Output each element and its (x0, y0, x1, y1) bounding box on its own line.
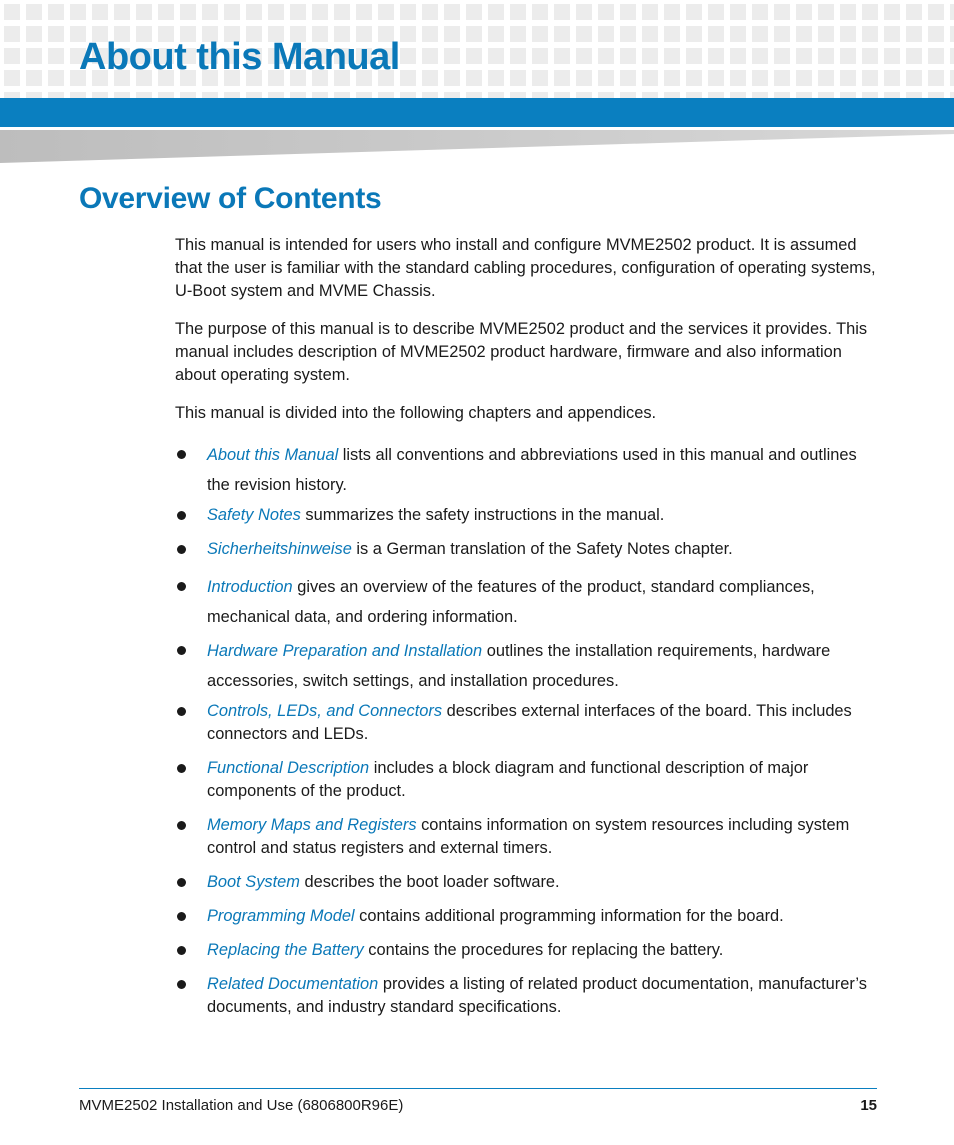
chapter-description: lists all conventions and abbreviations used in this manual and outlines the revision history. (207, 446, 857, 494)
chapter-link-replacing-battery[interactable]: Replacing the Battery (207, 941, 364, 959)
bullet-icon (177, 545, 186, 554)
chapter-list-item (175, 538, 880, 561)
header-blue-band (0, 98, 954, 127)
bullet-icon (177, 878, 186, 887)
chapter-list-item (175, 939, 880, 962)
purpose-paragraph: The purpose of this manual is to describe MVME2502 product and the services it provides. This manual includes description of MVME2502 product hardware, firmware and also information about operating system. (175, 320, 868, 384)
bullet-icon (177, 912, 186, 921)
chapter-list-item (175, 814, 880, 860)
chapter-list-item (175, 572, 880, 632)
chapter-list-item (175, 871, 880, 894)
chapter-link-programming-model[interactable]: Programming Model (207, 907, 355, 925)
body-content (175, 234, 880, 1030)
section-title: Overview of Contents (79, 182, 382, 215)
chapter-description: provides a listing of related product documentation, manufacturer’s documents, and industry standard specifications. (207, 975, 867, 1016)
chapter-title: About this Manual (79, 36, 400, 78)
bullet-icon (177, 764, 186, 773)
chapter-description: outlines the installation requirements, hardware accessories, switch settings, and installation procedures. (207, 642, 831, 690)
chapter-link-boot-system[interactable]: Boot System (207, 873, 300, 891)
footer-page-number: 15 (860, 1097, 877, 1114)
bullet-icon (177, 450, 186, 459)
chapter-list-item (175, 973, 880, 1019)
chapter-list-item (175, 636, 880, 696)
chapter-link-related-documentation[interactable]: Related Documentation (207, 975, 379, 993)
chapter-link-functional-description[interactable]: Functional Description (207, 759, 370, 777)
chapter-description: contains information on system resources including system control and status registers and external timers. (207, 816, 850, 857)
chapter-description: summarizes the safety instructions in the manual. (300, 506, 665, 524)
bullet-icon (177, 821, 186, 830)
chapter-description: is a German translation of the Safety Notes chapter. (351, 540, 733, 558)
chapter-description: gives an overview of the features of the product, standard compliances, mechanical data, and ordering information. (207, 578, 815, 626)
bullet-icon (177, 946, 186, 955)
chapter-description: includes a block diagram and functional description of major components of the product. (207, 759, 809, 800)
chapter-description: describes the boot loader software. (299, 873, 560, 891)
bullet-icon (177, 707, 186, 716)
chapter-link-controls-leds-connectors[interactable]: Controls, LEDs, and Connectors (207, 702, 443, 720)
footer-document-title: MVME2502 Installation and Use (6806800R96E) (79, 1097, 404, 1114)
header-gray-wedge (0, 130, 954, 164)
chapter-list-item (175, 905, 880, 928)
chapter-list (175, 440, 880, 1019)
chapter-list-item (175, 700, 880, 746)
chapter-description: contains additional programming information for the board. (354, 907, 784, 925)
bullet-icon (177, 511, 186, 520)
bullet-icon (177, 582, 186, 591)
bullet-icon (177, 980, 186, 989)
intro-paragraph: This manual is intended for users who install and configure MVME2502 product. It is assumed that the user is familiar with the standard cabling procedures, configuration of operating systems, U-Boot system and MVME Chassis. (175, 236, 876, 300)
chapter-link-about-this-manual[interactable]: About this Manual (207, 446, 339, 464)
chapter-link-safety-notes[interactable]: Safety Notes (207, 506, 301, 524)
footer-rule (79, 1088, 877, 1089)
chapter-list-item (175, 504, 880, 527)
chapter-list-item (175, 440, 880, 500)
chapter-link-memory-maps[interactable]: Memory Maps and Registers (207, 816, 417, 834)
chapter-link-hardware-preparation[interactable]: Hardware Preparation and Installation (207, 642, 483, 660)
chapter-description: describes external interfaces of the board. This includes connectors and LEDs. (207, 702, 852, 743)
chapter-list-item (175, 757, 880, 803)
chapter-link-introduction[interactable]: Introduction (207, 578, 293, 596)
chapter-link-sicherheitshinweise[interactable]: Sicherheitshinweise (207, 540, 352, 558)
chapters-intro-paragraph: This manual is divided into the following chapters and appendices. (175, 404, 657, 422)
chapter-description: contains the procedures for replacing the battery. (363, 941, 724, 959)
bullet-icon (177, 646, 186, 655)
